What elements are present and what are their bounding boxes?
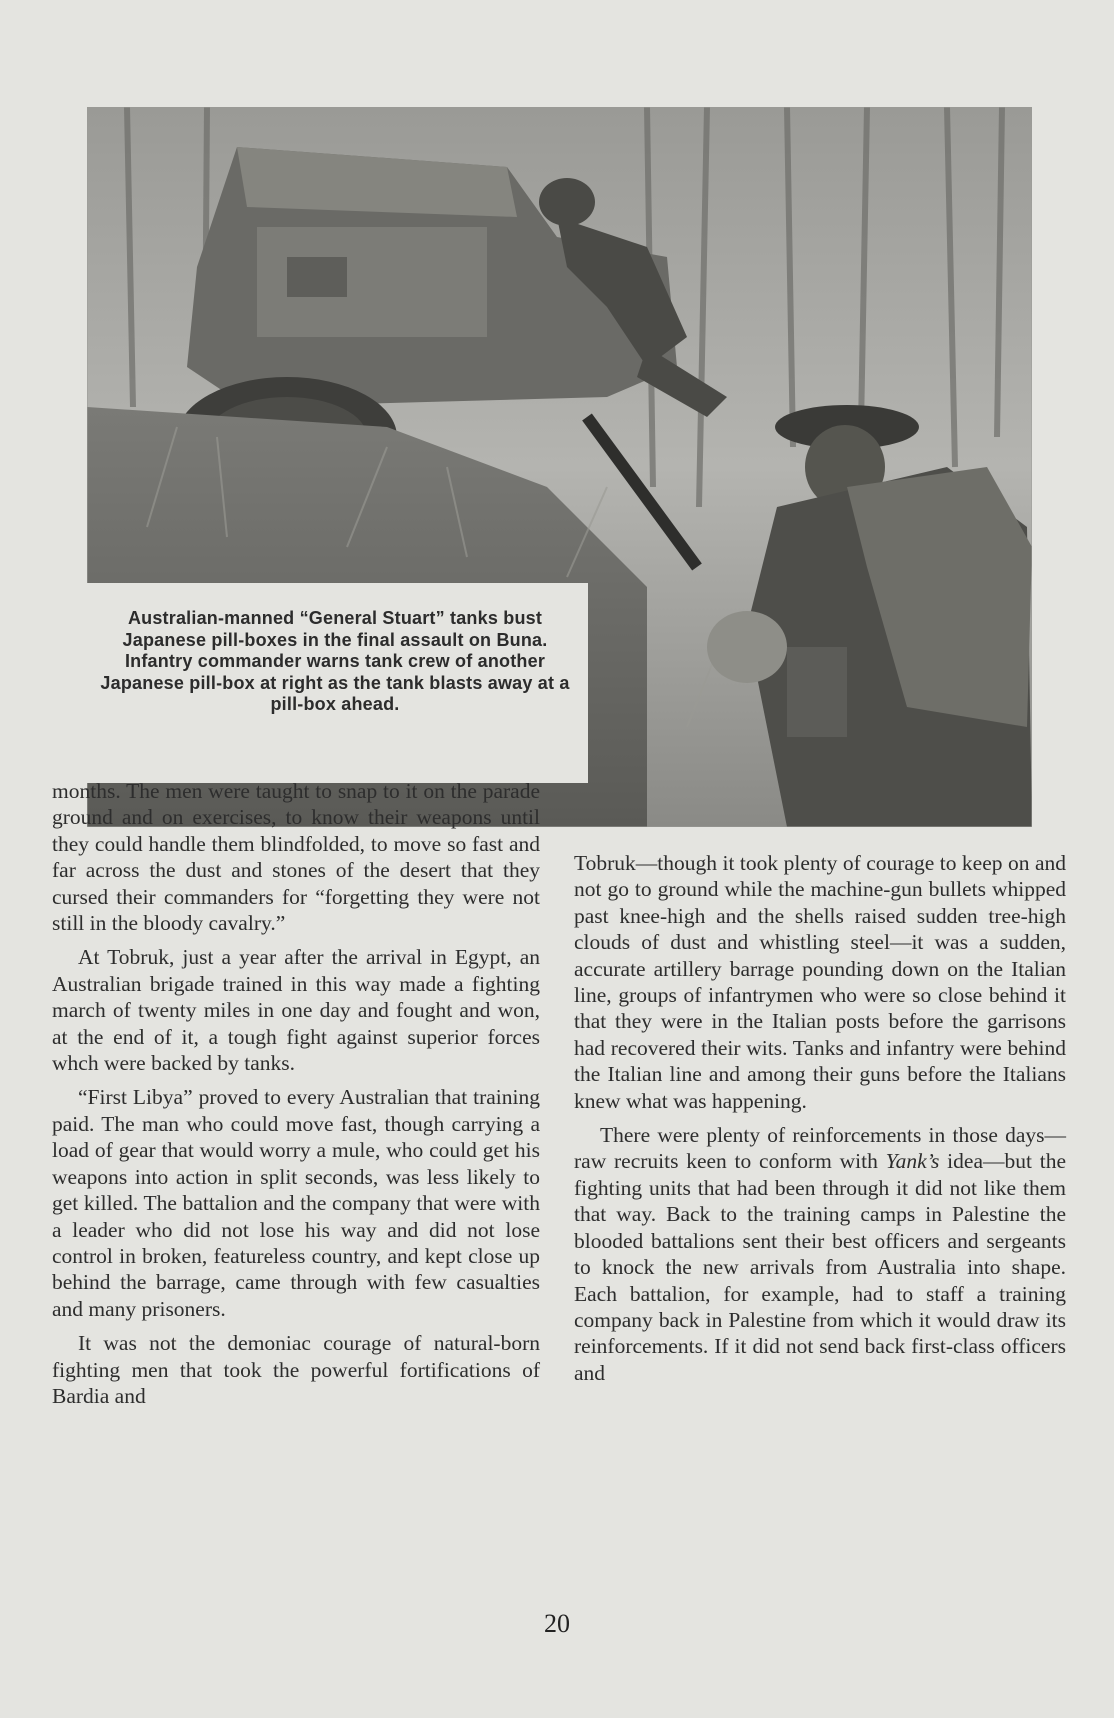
paragraph: “First Libya” proved to every Australian that training paid. The man who could move fast, though carrying a load of gear that would worry a mule, who could get his weapons into action in split seconds, was less likely to get killed. The battalion and the company that were with a leader who did not lose his way and did not lose control in broken, featureless country, and kept close up behind the barrage, came through with few casualties and many prisoners.	[52, 1085, 540, 1321]
paragraph: months. The men were taught to snap to it on the parade ground and on exercises, to know their weapons until they could handle them blindfolded, to move so fast and far across the dust and stones of the desert that they cursed their commanders for “forgetting they were not still in the bloody cavalry.”	[52, 779, 540, 936]
publication-title: Yank’s	[885, 1149, 940, 1174]
left-text-column	[52, 778, 540, 1417]
paragraph: It was not the demoniac courage of natural-born fighting men that took the powerful fortifications of Bardia and	[52, 1331, 540, 1408]
paragraph	[574, 1122, 1066, 1386]
right-text-column	[574, 850, 1066, 1394]
text-run: There were plenty of reinforcements in those days—raw recruits keen to conform with	[574, 1123, 1066, 1174]
text-run: idea—but the fighting units that had been through it did not like them that way. Back to the training camps in Palestine the blooded battalions sent their best officers and sergeants to knock the new arrivals from Australia into shape. Each battalion, for example, had to staff a training company back in Palestine from which it would draw its reinforcements. If it did not send back first-class officers and	[574, 1149, 1066, 1385]
paragraph: At Tobruk, just a year after the arrival in Egypt, an Australian brigade trained in this way made a fighting march of twenty miles in one day and fought and won, at the end of it, a tough fight against superior forces whch were backed by tanks.	[52, 945, 540, 1076]
page-number: 20	[544, 1609, 570, 1638]
photo-caption: Australian-manned “General Stuart” tanks bust Japanese pill-boxes in the final assault on Buna. Infantry commander warns tank crew of another Japanese pill-box at right as the tank blasts away at a pill-box ahead.	[100, 608, 570, 714]
paragraph: Tobruk—though it took plenty of courage to keep on and not go to ground while the machine-gun bullets whipped past knee-high and the shells raised sudden tree-high clouds of dust and whistling steel—it was a sudden, accurate artillery barrage pounding down on the Italian line, groups of infantrymen who were so close behind it that they were in the Italian posts before the garrisons had recovered their wits. Tanks and infantry were behind the Italian line and among their guns before the Italians knew what was happening.	[574, 851, 1066, 1113]
